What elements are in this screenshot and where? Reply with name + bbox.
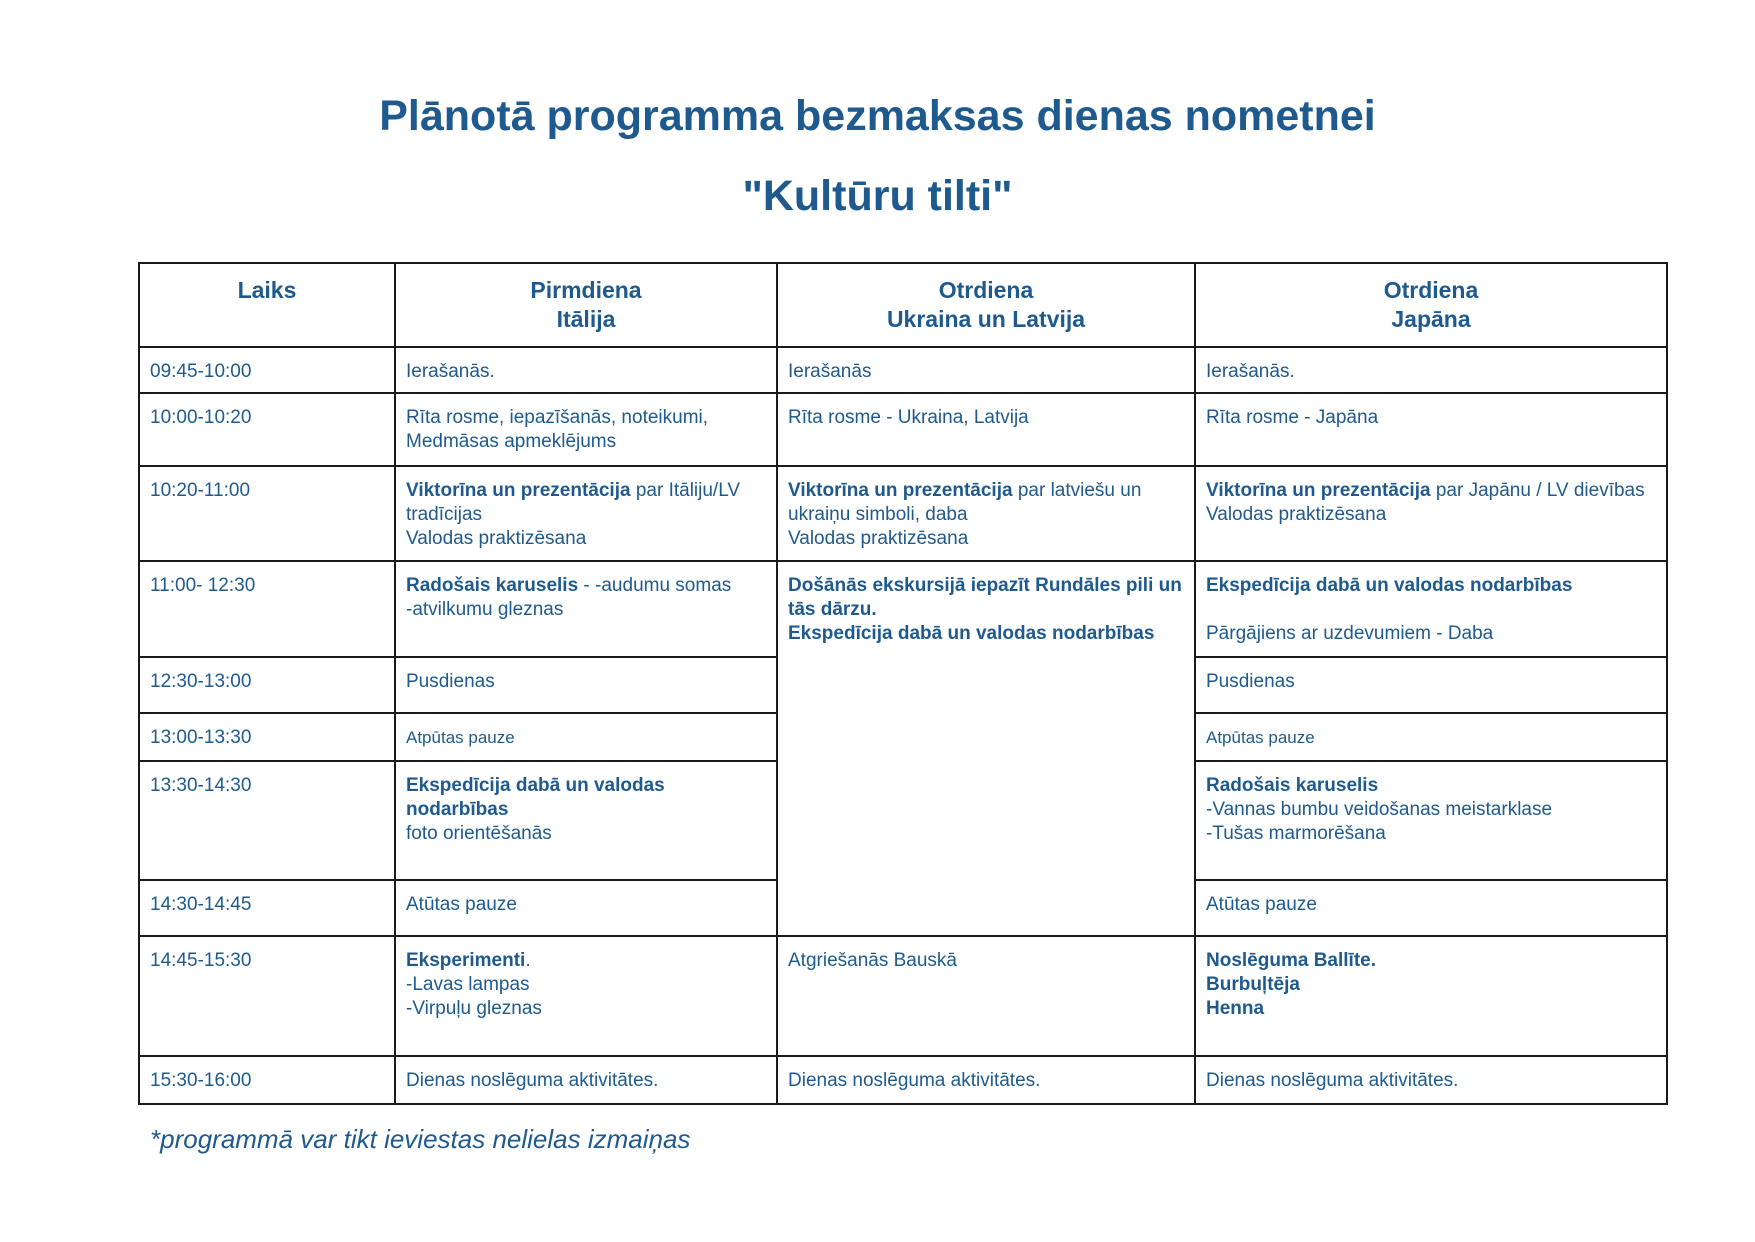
activity-cell: Atpūtas pauze [395,713,777,761]
header-monday: Pirmdiena Itālija [395,263,777,347]
activity-cell: Ierašanās. [395,347,777,393]
activity-cell: Viktorīna un prezentācija par latviešu un ukraiņu simboli, daba Valodas praktizēsana [777,466,1195,561]
activity-cell: Ekspedīcija dabā un valodas nodarbības foto orientēšanās [395,761,777,880]
time-cell: 10:00-10:20 [139,393,395,466]
activity-cell: Ekspedīcija dabā un valodas nodarbības Pārgājiens ar uzdevumiem - Daba [1195,561,1667,657]
time-cell: 13:00-13:30 [139,713,395,761]
activity-cell: Atgriešanās Bauskā [777,936,1195,1056]
activity-cell: Viktorīna un prezentācija par Japānu / LV dievības Valodas praktizēsana [1195,466,1667,561]
activity-cell: Viktorīna un prezentācija par Itāliju/LV tradīcijas Valodas praktizēsana [395,466,777,561]
page-subtitle: "Kultūru tilti" [742,172,1013,220]
table-row [139,466,1667,561]
time-cell: 12:30-13:00 [139,657,395,713]
activity-cell: Atūtas pauze [1195,880,1667,936]
table-row [139,561,1667,657]
time-cell: 13:30-14:30 [139,761,395,880]
activity-cell: Dienas noslēguma aktivitātes. [1195,1056,1667,1104]
header-time: Laiks [139,263,395,347]
activity-cell: Radošais karuselis -Vannas bumbu veidošanas meistarklase -Tušas marmorēšana [1195,761,1667,880]
time-cell: 14:45-15:30 [139,936,395,1056]
activity-cell: Noslēguma Ballīte. Burbuļtēja Henna [1195,936,1667,1056]
time-cell: 15:30-16:00 [139,1056,395,1104]
table-row [139,393,1667,466]
activity-cell: Atpūtas pauze [1195,713,1667,761]
activity-cell: Dienas noslēguma aktivitātes. [395,1056,777,1104]
page-title: Plānotā programma bezmaksas dienas nometnei [379,92,1376,140]
activity-cell: Ierašanās. [1195,347,1667,393]
schedule-table [138,262,1668,1105]
table-row [139,1056,1667,1104]
time-cell: 09:45-10:00 [139,347,395,393]
activity-cell: Rīta rosme - Ukraina, Latvija [777,393,1195,466]
activity-cell: Pusdienas [395,657,777,713]
activity-cell: Atūtas pauze [395,880,777,936]
time-cell: 14:30-14:45 [139,880,395,936]
time-cell: 11:00- 12:30 [139,561,395,657]
activity-cell: Ierašanās [777,347,1195,393]
activity-cell: Radošais karuselis - -audumu somas -atvilkumu gleznas [395,561,777,657]
activity-cell: Eksperimenti. -Lavas lampas -Virpuļu gleznas [395,936,777,1056]
footnote: *programmā var tikt ieviestas nelielas izmaiņas [150,1124,691,1154]
activity-cell: Dienas noslēguma aktivitātes. [777,1056,1195,1104]
header-tuesday-2: Otrdiena Japāna [1195,263,1667,347]
activity-cell: Pusdienas [1195,657,1667,713]
excursion-cell: Došānās ekskursijā iepazīt Rundāles pili un tās dārzu. Ekspedīcija dabā un valodas nodarbības [777,561,1195,936]
activity-cell: Rīta rosme, iepazīšanās, noteikumi, Medmāsas apmeklējums [395,393,777,466]
activity-cell: Rīta rosme - Japāna [1195,393,1667,466]
table-row [139,936,1667,1056]
header-tuesday-1: Otrdiena Ukraina un Latvija [777,263,1195,347]
table-header-row [139,263,1667,347]
time-cell: 10:20-11:00 [139,466,395,561]
table-row [139,347,1667,393]
